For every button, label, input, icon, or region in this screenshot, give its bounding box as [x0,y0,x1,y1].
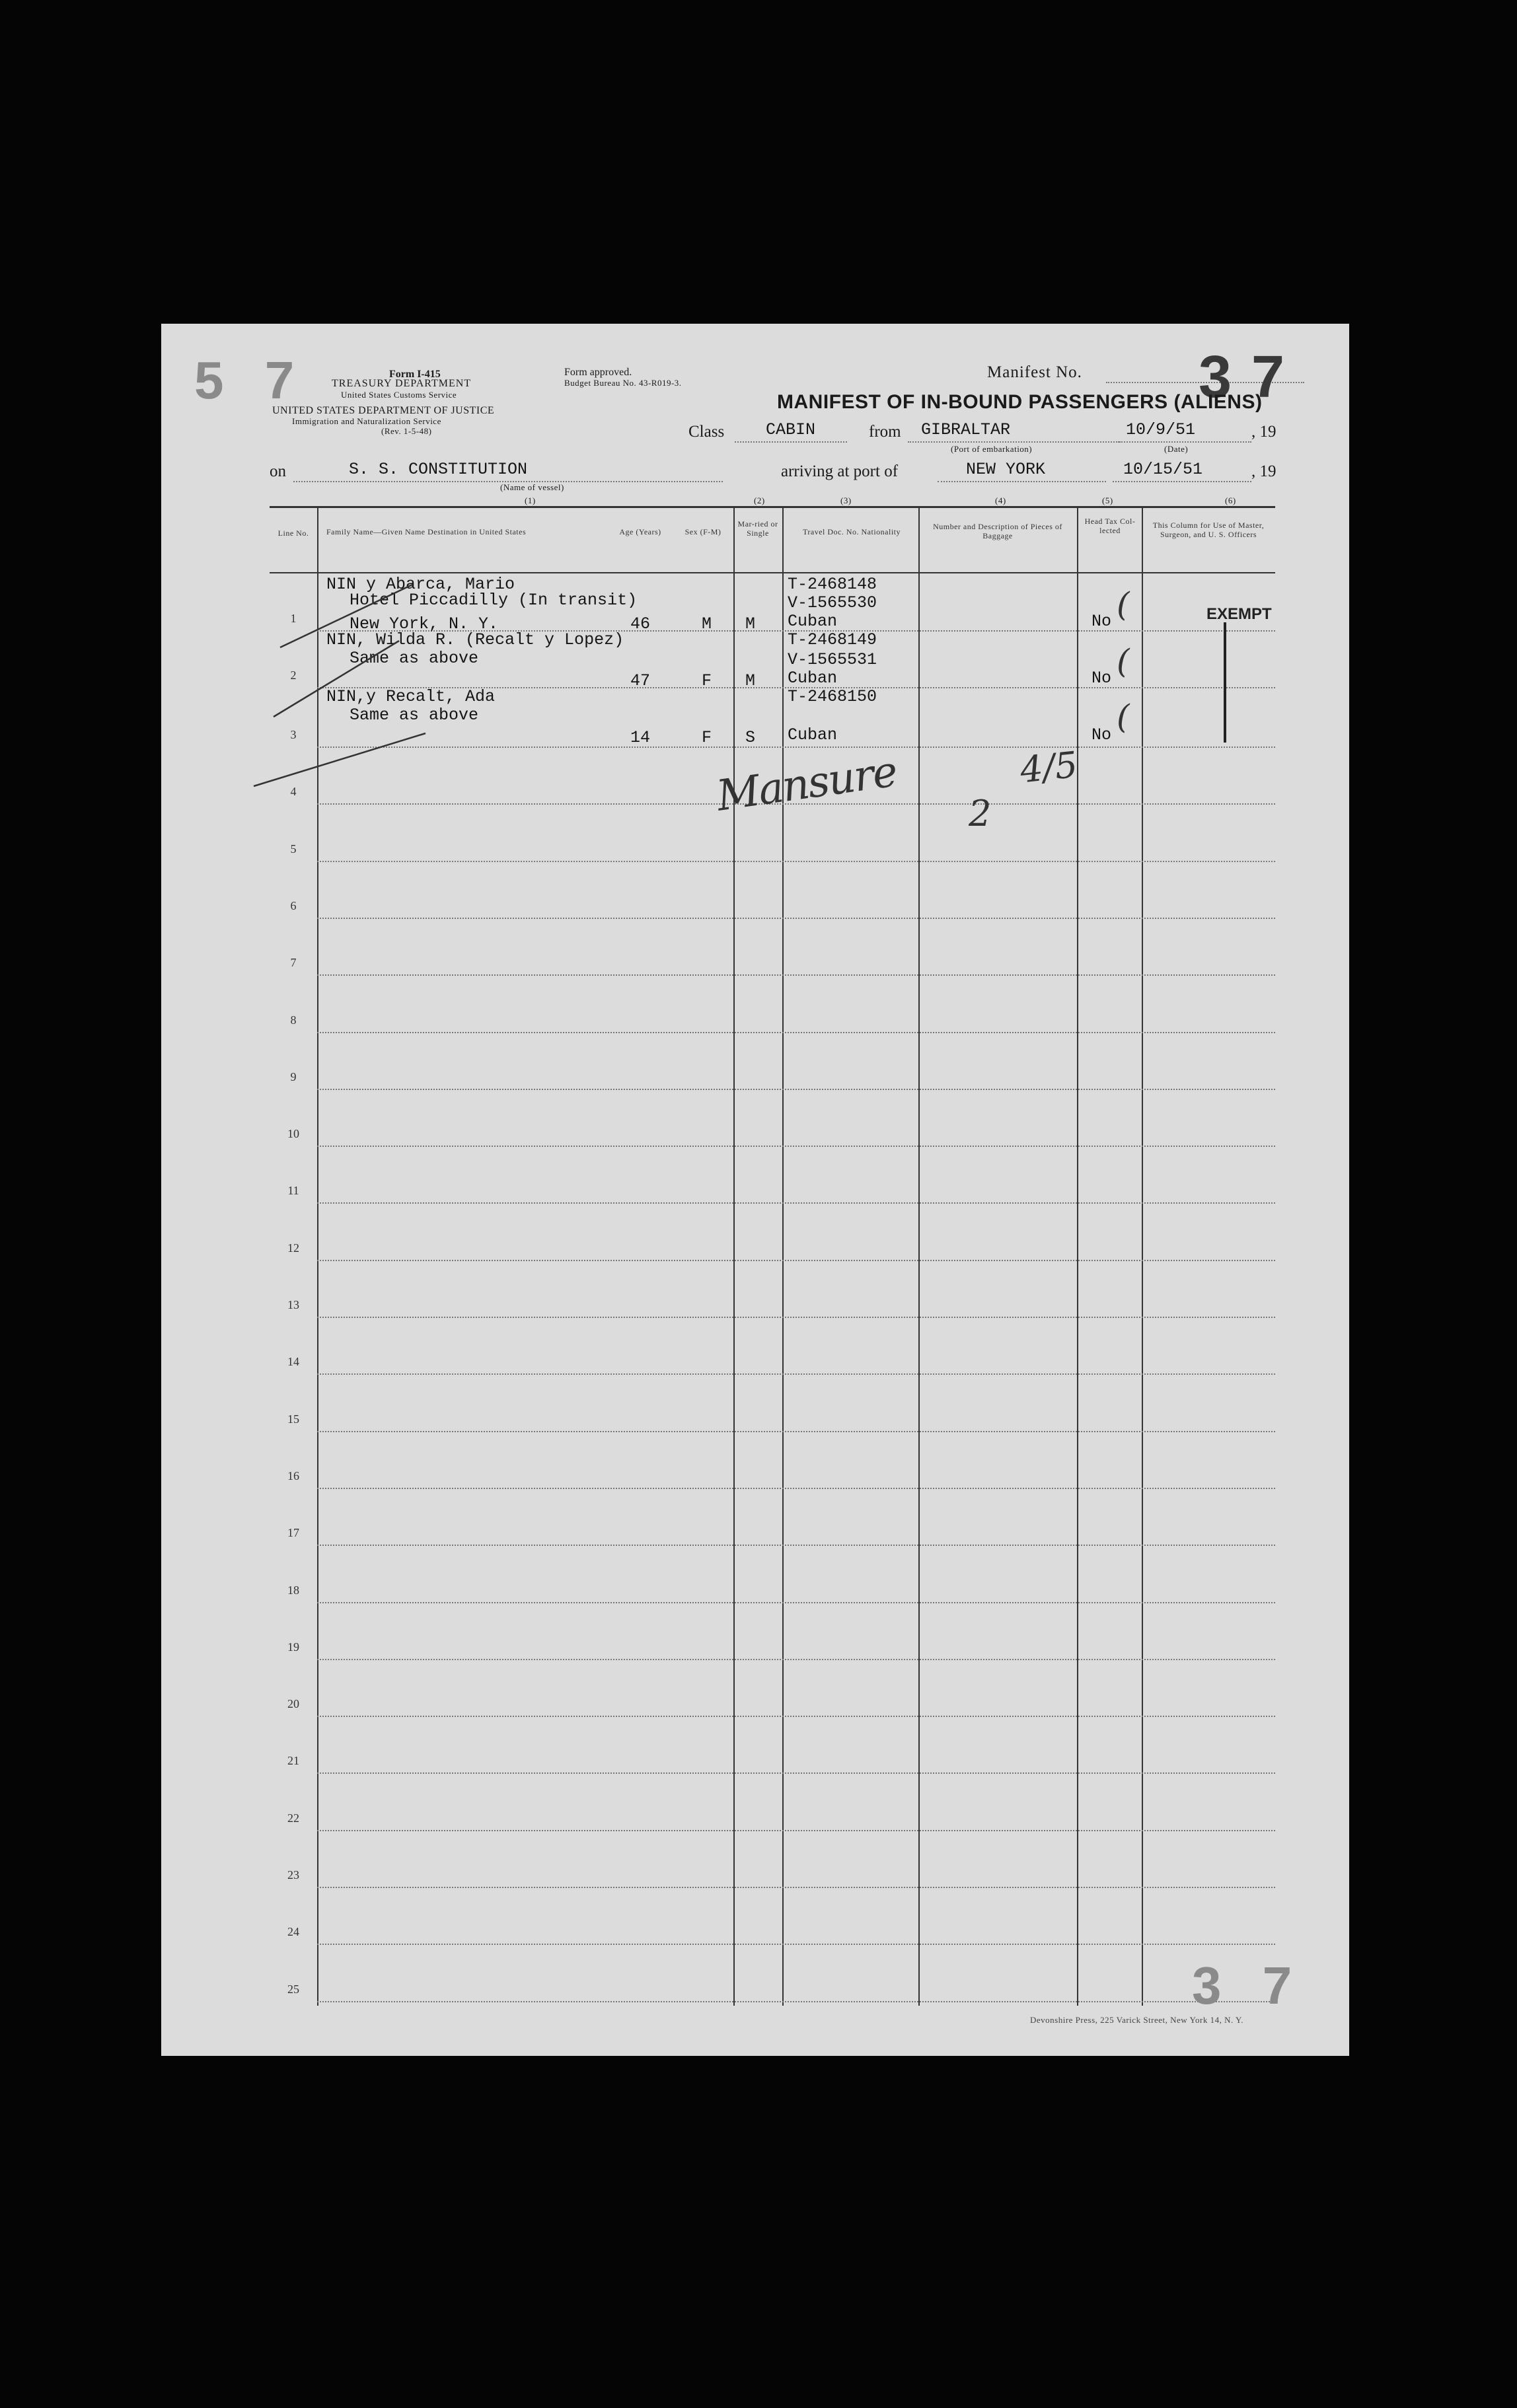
stamp-top: 5 7 [194,351,308,410]
row-line [317,1260,1275,1261]
line-number: 6 [290,898,297,912]
line-number: 17 [287,1526,299,1540]
date-caption: (Date) [1164,444,1189,454]
passenger-2-head-tax: No [1092,669,1112,688]
row-line [317,1944,1275,1945]
passenger-1-married: M [745,614,756,634]
line-number: 15 [287,1412,299,1426]
passenger-1-dest1: Hotel Piccadilly (In transit) [350,591,638,610]
passenger-2-doc1: T-2468149 [788,630,877,649]
line-number: 20 [287,1697,299,1711]
on-label: on [270,462,286,480]
printer-imprint: Devonshire Press, 225 Varick Street, New York 14, N. Y. [1030,2015,1243,2025]
pen-strokes [161,324,1349,918]
line-number: 10 [287,1127,299,1141]
passenger-1-doc2: V-1565530 [788,593,877,612]
row-line [317,1659,1275,1660]
line-number: 19 [287,1640,299,1654]
line-number: 5 [290,842,297,856]
line-number: 2 [290,669,297,682]
row-line [317,1602,1275,1603]
port-caption: (Port of embarkation) [951,444,1033,454]
passenger-1-dest2: New York, N. Y. [350,614,499,634]
col-head-line: Line No. [278,529,309,538]
baggage-note-fraction: 4/5 [1018,743,1080,791]
line-number: 23 [287,1868,299,1881]
line-number: 25 [287,1982,299,1996]
col-num-2: (2) [754,495,765,505]
from-port: GIBRALTAR [921,420,1011,439]
passenger-3-nationality: Cuban [788,725,838,745]
passenger-2-married: M [745,671,756,690]
row-line [317,974,1275,976]
passenger-2-dest1: Same as above [350,649,479,668]
row-line [317,1146,1275,1147]
passenger-3-dest1: Same as above [350,706,479,725]
treasury-dept: TREASURY DEPARTMENT [332,378,472,389]
line-number: 11 [287,1184,299,1198]
passenger-3-married: S [745,728,756,747]
row-line [317,1716,1275,1717]
passenger-3-doc1: T-2468150 [788,687,877,706]
passenger-2-nationality: Cuban [788,669,838,688]
line-number: 9 [290,1070,297,1083]
line-number: 22 [287,1811,299,1825]
manifest-title: MANIFEST OF IN-BOUND PASSENGERS (ALIENS) [777,391,1263,413]
line-number: 24 [287,1925,299,1939]
col-head-travel: Travel Doc. No. Nationality [802,527,901,536]
line-number: 14 [287,1355,299,1369]
inspector-signature: Mansure [714,747,900,821]
passenger-1-nationality: Cuban [788,612,838,631]
ins-service: Immigration and Naturalization Service [292,416,441,426]
col-head-headtax: Head Tax Col-lected [1084,517,1136,535]
col-num-3: (3) [840,495,852,505]
col-head-age: Age (Years) [619,527,661,536]
exempt-note: EXEMPT [1206,605,1272,623]
vessel-name: S. S. CONSTITUTION [349,460,528,479]
passenger-1-name: NIN y Abarca, Mario [326,575,515,594]
passenger-2-doc2: V-1565531 [788,650,877,669]
year-suffix-1: , 19 [1251,423,1276,441]
passenger-1-sex: M [702,614,712,634]
line-number: 12 [287,1241,299,1255]
justice-dept: UNITED STATES DEPARTMENT OF JUSTICE [272,405,495,416]
baggage-note-count: 2 [969,793,992,834]
revision: (Rev. 1-5-48) [381,426,432,436]
row-line [317,2001,1275,2002]
line-number: 7 [290,956,297,970]
manifest-label: Manifest No. [987,363,1082,381]
class-value: CABIN [766,420,816,439]
row-line [317,1545,1275,1546]
row-line [317,1373,1275,1375]
manifest-number: 37 [1199,344,1305,410]
budget-bureau: Budget Bureau No. 43-R019-3. [564,378,682,388]
passenger-2-age: 47 [630,671,651,690]
customs-service: United States Customs Service [341,390,457,400]
passenger-1-doc1: T-2468148 [788,575,877,594]
passenger-1-age: 46 [630,614,651,634]
passenger-1-head-tax: No [1092,612,1112,631]
line-number: 1 [290,612,297,625]
passenger-2-sex: F [702,671,712,690]
check-mark-icon: ( [1117,642,1130,680]
col-num-4: (4) [995,495,1006,505]
class-label: Class [688,423,725,441]
line-number: 3 [290,728,297,741]
col-head-married: Mar-ried or Single [737,519,778,538]
passenger-3-sex: F [702,728,712,747]
passenger-2-name: NIN, Wilda R. (Recalt y Lopez) [326,630,624,649]
col-head-baggage: Number and Description of Pieces of Baggage [933,522,1062,540]
arrival-date: 10/15/51 [1123,460,1203,479]
col-num-6: (6) [1225,495,1236,505]
row-line [317,1431,1275,1432]
form-number: Form I-415 [389,369,441,380]
col-head-sex: Sex (F-M) [684,527,722,536]
form-approved: Form approved. [564,367,632,378]
row-line [317,1202,1275,1204]
row-line [317,1089,1275,1090]
row-line [317,1772,1275,1774]
from-label: from [869,423,901,441]
line-number: 18 [287,1583,299,1597]
col-head-name: Family Name—Given Name Destination in United States [326,527,527,536]
row-line [317,1317,1275,1318]
line-number: 8 [290,1013,297,1027]
passenger-3-name: NIN,y Recalt, Ada [326,687,496,706]
col-head-officers: This Column for Use of Master, Surgeon, and U. S. Officers [1152,521,1265,539]
line-number: 16 [287,1469,299,1482]
passenger-3-head-tax: No [1092,725,1112,745]
check-mark-icon: ( [1117,698,1130,736]
vessel-caption: (Name of vessel) [500,482,564,492]
col-num-5: (5) [1102,495,1113,505]
line-number: 13 [287,1298,299,1311]
manifest-sheet [161,324,1349,2056]
arriving-label: arriving at port of [781,462,899,480]
col-num-1: (1) [525,495,536,505]
row-line [317,1830,1275,1831]
year-suffix-2: , 19 [1251,462,1276,480]
row-line [317,1032,1275,1033]
row-line [317,1887,1275,1888]
check-mark-icon: ( [1117,585,1130,624]
line-number: 4 [290,785,297,799]
row-line [317,1488,1275,1489]
arrival-port: NEW YORK [966,460,1046,479]
line-number: 21 [287,1754,299,1768]
depart-date: 10/9/51 [1126,420,1196,439]
stamp-bottom: 3 7 [1192,1956,1306,2015]
passenger-3-age: 14 [630,728,651,747]
